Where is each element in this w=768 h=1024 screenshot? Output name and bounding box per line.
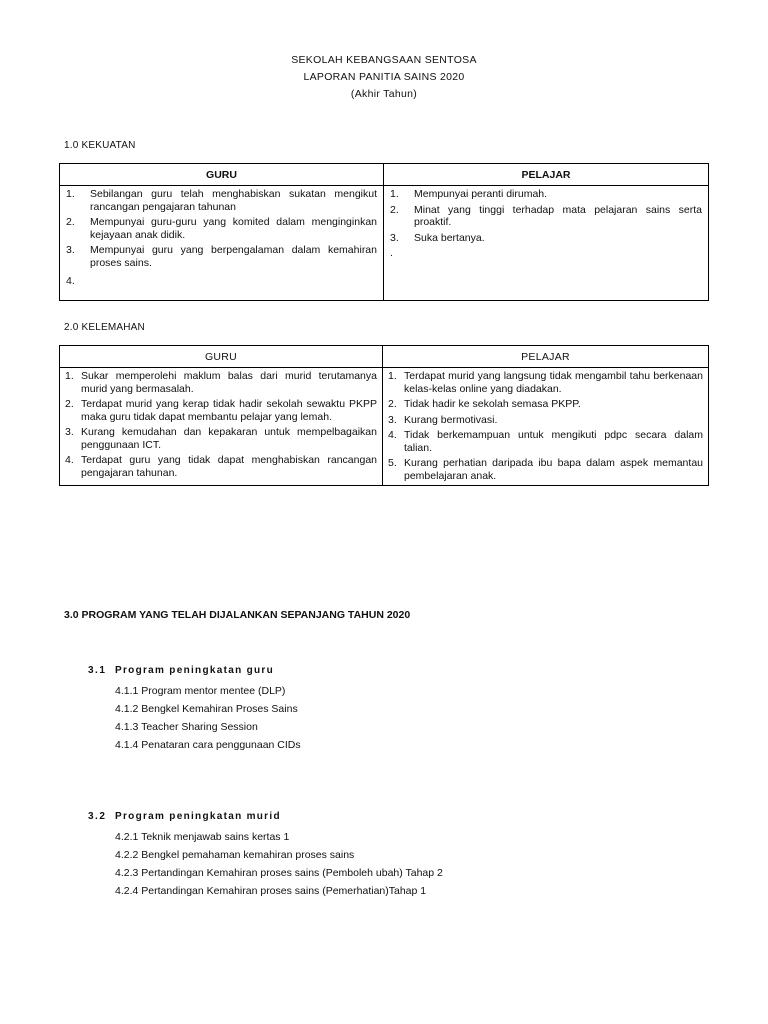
weaknesses-header-guru: GURU xyxy=(60,346,383,368)
weaknesses-table xyxy=(59,345,709,486)
list-item: 3. Kurang bermotivasi. xyxy=(388,413,498,426)
weaknesses-header-pelajar: PELAJAR xyxy=(383,346,709,368)
weaknesses-guru-cell xyxy=(60,368,383,486)
list-item: 4.1.3 Teacher Sharing Session xyxy=(115,721,258,733)
list-item: 1. Terdapat murid yang langsung tidak mengambil tahu berkenaan kelas-kelas online yang diadakan. xyxy=(388,370,703,395)
list-item: 3. Kurang kemudahan dan kepakaran untuk mempelbagaikan penggunaan ICT. xyxy=(65,426,377,451)
report-period: (Akhir Tahun) xyxy=(350,88,418,100)
strengths-guru-cell xyxy=(60,186,384,301)
list-item: 4. Terdapat guru yang tidak dapat menghabiskan rancangan pengajaran tahunan. xyxy=(65,454,377,479)
list-item: 3. Mempunyai guru yang berpengalaman dalam kemahiran proses sains. xyxy=(66,244,377,269)
list-item: 1. Sukar memperolehi maklum balas dari murid terutamanya murid yang bermasalah. xyxy=(65,370,377,395)
report-title: LAPORAN PANITIA SAINS 2020 xyxy=(303,71,465,83)
strengths-pelajar-cell xyxy=(384,186,709,301)
subsection-number: 3.1 xyxy=(88,665,107,676)
strengths-header-pelajar: PELAJAR xyxy=(384,164,709,186)
list-item: 1. Sebilangan guru telah menghabiskan sukatan mengikut rancangan pengajaran tahunan xyxy=(66,188,377,213)
list-item: 3. Suka bertanya. xyxy=(390,231,485,244)
list-item: 4.2.1 Teknik menjawab sains kertas 1 xyxy=(115,831,290,843)
subsection-3-2-heading xyxy=(88,811,281,822)
section-1-label: 1.0 KEKUATAN xyxy=(64,140,136,151)
subsection-title: Program peningkatan guru xyxy=(115,665,274,676)
list-item: 2. Minat yang tinggi terhadap mata pelajaran sains serta proaktif. xyxy=(390,203,702,228)
subsection-title: Program peningkatan murid xyxy=(115,811,281,822)
trailing-mark: . xyxy=(390,247,393,259)
strengths-table xyxy=(59,163,709,301)
list-item: 2. Terdapat murid yang kerap tidak hadir sekolah sewaktu PKPP maka guru tidak dapat membantu pelajar yang lemah. xyxy=(65,398,377,423)
list-item: 4.2.3 Pertandingan Kemahiran proses sains (Pemboleh ubah) Tahap 2 xyxy=(115,867,443,879)
section-3-title: 3.0 PROGRAM YANG TELAH DIJALANKAN SEPANJANG TAHUN 2020 xyxy=(64,609,411,621)
list-item: 2. Tidak hadir ke sekolah semasa PKPP. xyxy=(388,398,581,410)
list-item: 4.1.4 Penataran cara penggunaan CIDs xyxy=(115,739,301,751)
list-item: 4.1.1 Program mentor mentee (DLP) xyxy=(115,685,286,697)
list-item: 4. xyxy=(66,275,75,287)
list-item: 5. Kurang perhatian daripada ibu bapa dalam aspek memantau pembelajaran anak. xyxy=(388,457,703,482)
list-item: 4.2.4 Pertandingan Kemahiran proses sains (Pemerhatian)Tahap 1 xyxy=(115,885,427,897)
list-item: 4. Tidak berkemampuan untuk mengikuti pdpc secara dalam talian. xyxy=(388,429,703,454)
strengths-header-guru: GURU xyxy=(60,164,384,186)
list-item: 2. Mempunyai guru-guru yang komited dalam menginginkan kejayaan anak didik. xyxy=(66,216,377,241)
school-name: SEKOLAH KEBANGSAAN SENTOSA xyxy=(291,54,477,66)
weaknesses-pelajar-cell xyxy=(383,368,709,486)
subsection-3-1-heading xyxy=(88,665,274,676)
subsection-number: 3.2 xyxy=(88,811,107,822)
list-item: 4.2.2 Bengkel pemahaman kemahiran proses sains xyxy=(115,849,355,861)
section-2-label: 2.0 KELEMAHAN xyxy=(64,322,145,333)
list-item: 4.1.2 Bengkel Kemahiran Proses Sains xyxy=(115,703,298,715)
list-item: 1. Mempunyai peranti dirumah. xyxy=(390,188,548,200)
